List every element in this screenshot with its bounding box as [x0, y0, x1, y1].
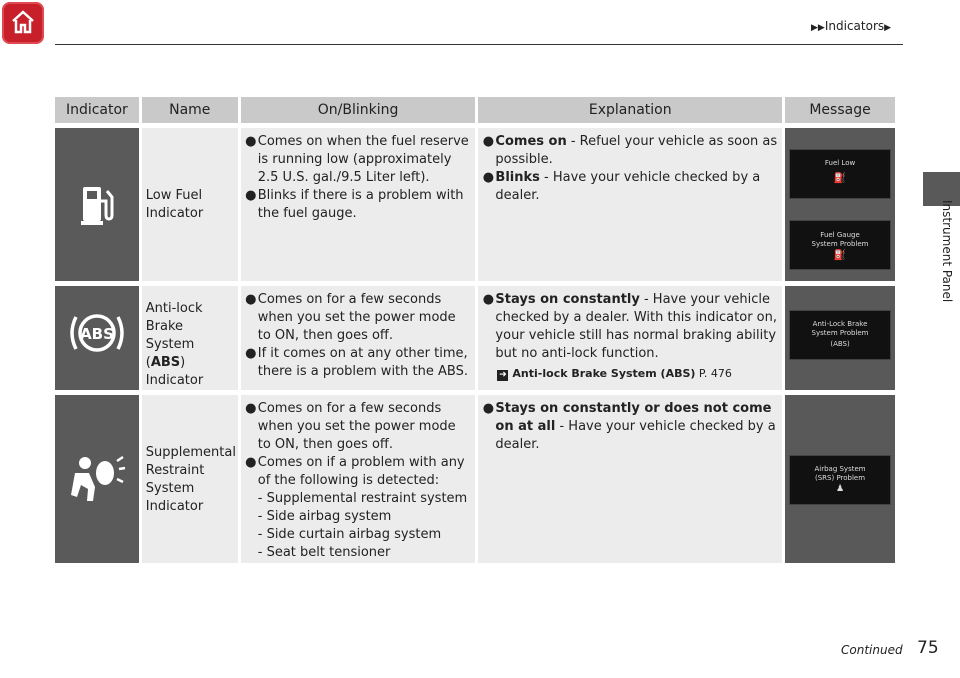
- on-blinking-cell: [241, 395, 476, 563]
- bullet-icon: ●: [482, 401, 495, 416]
- column-header-name: Name: [142, 97, 238, 123]
- indicator-name-line: Indicator: [145, 373, 204, 388]
- abs-icon: [66, 309, 128, 357]
- explanation-status: Stays on constantly or does not come on at all: [495, 401, 772, 434]
- table-header-row: [55, 97, 895, 123]
- side-tab-label: Instrument Panel: [940, 200, 954, 303]
- indicator-name-line: Brake System: [145, 319, 195, 352]
- column-header-indicator: Indicator: [55, 97, 139, 123]
- column-header-explanation: Explanation: [478, 97, 782, 123]
- message-cell: [785, 128, 895, 281]
- breadcrumb-arrow-icon: ▶: [884, 23, 892, 33]
- on-blinking-item: Comes on for a few seconds when you set the power mode to ON, then goes off.: [257, 401, 456, 452]
- xref-title: Anti-lock Brake System (ABS): [512, 367, 696, 380]
- message-screen: [789, 220, 891, 270]
- fuel-pump-icon: [79, 183, 115, 227]
- abs-icon: (ABS): [830, 340, 850, 348]
- message-text: Fuel Gauge System Problem: [811, 231, 869, 248]
- indicators-table: [52, 97, 898, 563]
- sub-item: - Side curtain airbag system: [257, 527, 442, 542]
- fuel-pump-icon: ⛽: [833, 250, 847, 261]
- column-header-on-blinking: On/Blinking: [241, 97, 476, 123]
- message-text: Fuel Low: [824, 159, 856, 167]
- explanation-cell: [478, 286, 782, 390]
- paren-close: ): [180, 355, 186, 370]
- explanation-status: Stays on constantly: [495, 292, 640, 307]
- sub-item: - Supplemental restraint system: [257, 491, 468, 506]
- column-header-message: Message: [785, 97, 895, 123]
- on-blinking-item: Comes on for a few seconds when you set the power mode to ON, then goes off.: [257, 292, 456, 343]
- bullet-icon: ●: [245, 188, 257, 203]
- explanation-status: Blinks: [495, 170, 540, 185]
- message-screen: [789, 149, 891, 199]
- message-text: Anti-Lock Brake System Problem: [811, 320, 869, 337]
- page-number: 75: [917, 638, 939, 658]
- indicator-cell: [55, 128, 139, 281]
- bullet-icon: ●: [245, 455, 257, 470]
- name-cell: [142, 395, 238, 563]
- bullet-icon: ●: [245, 292, 257, 307]
- xref-page: P. 476: [695, 367, 732, 380]
- breadcrumb[interactable]: [811, 19, 891, 33]
- on-blinking-item: If it comes on at any other time, there is a problem with the ABS.: [257, 346, 468, 379]
- indicator-cell: [55, 395, 139, 563]
- indicator-name-line: Anti-lock: [145, 301, 203, 316]
- name-cell: [142, 128, 238, 281]
- header-divider: [55, 44, 903, 45]
- on-blinking-item: Blinks if there is a problem with the fuel gauge.: [257, 188, 464, 221]
- message-cell: [785, 395, 895, 563]
- name-cell: [142, 286, 238, 390]
- table-row: [55, 128, 895, 281]
- table-row: [55, 286, 895, 390]
- on-blinking-item: Comes on if a problem with any of the following is detected:: [257, 455, 465, 488]
- message-text: Airbag System (SRS) Problem: [814, 465, 866, 482]
- on-blinking-cell: [241, 286, 476, 390]
- paren-open: (: [145, 355, 151, 370]
- bullet-icon: ●: [245, 346, 257, 361]
- bullet-icon: ●: [245, 401, 257, 416]
- explanation-cell: [478, 395, 782, 563]
- airbag-icon: ♟: [835, 484, 845, 494]
- table-row: [55, 395, 895, 563]
- bullet-icon: ●: [482, 170, 495, 185]
- message-screen: [789, 310, 891, 360]
- explanation-text: - Refuel your vehicle as soon as possible.: [495, 134, 778, 167]
- message-screen: [789, 455, 891, 505]
- continued-label: Continued: [841, 643, 903, 657]
- indicator-abbr: ABS: [150, 355, 181, 370]
- message-cell: [785, 286, 895, 390]
- on-blinking-item: Comes on when the fuel reserve is running low (approximately 2.5 U.S. gal./9.5 Liter left).: [257, 134, 469, 185]
- bullet-icon: ●: [245, 134, 257, 149]
- on-blinking-cell: [241, 128, 476, 281]
- explanation-status: Comes on: [495, 134, 567, 149]
- sub-item: - Seat belt tensioner: [257, 545, 391, 560]
- airbag-icon: [67, 451, 127, 507]
- home-icon: [9, 8, 37, 36]
- indicator-name: Supplemental Restraint System Indicator: [145, 445, 236, 514]
- bullet-icon: ●: [482, 134, 495, 149]
- explanation-text: - Have your vehicle checked by a dealer.: [495, 419, 776, 452]
- sub-item: - Side airbag system: [257, 509, 392, 524]
- indicator-name: Low Fuel Indicator: [145, 188, 204, 221]
- explanation-text: - Have your vehicle checked by a dealer. With this indicator on, your vehicle still has normal braking ability but no anti-lock function.: [495, 292, 778, 361]
- svg-text:ABS: ABS: [79, 325, 114, 343]
- cross-reference-link[interactable]: [481, 365, 778, 383]
- home-button[interactable]: [2, 2, 44, 44]
- cross-reference-icon: ➜: [499, 370, 507, 380]
- fuel-pump-icon: ⛽: [833, 173, 847, 184]
- breadcrumb-arrow-icon: ▶▶: [811, 23, 825, 33]
- explanation-cell: [478, 128, 782, 281]
- breadcrumb-label: Indicators: [824, 19, 885, 33]
- indicator-cell: [55, 286, 139, 390]
- bullet-icon: ●: [482, 292, 495, 307]
- explanation-text: - Have your vehicle checked by a dealer.: [495, 170, 761, 203]
